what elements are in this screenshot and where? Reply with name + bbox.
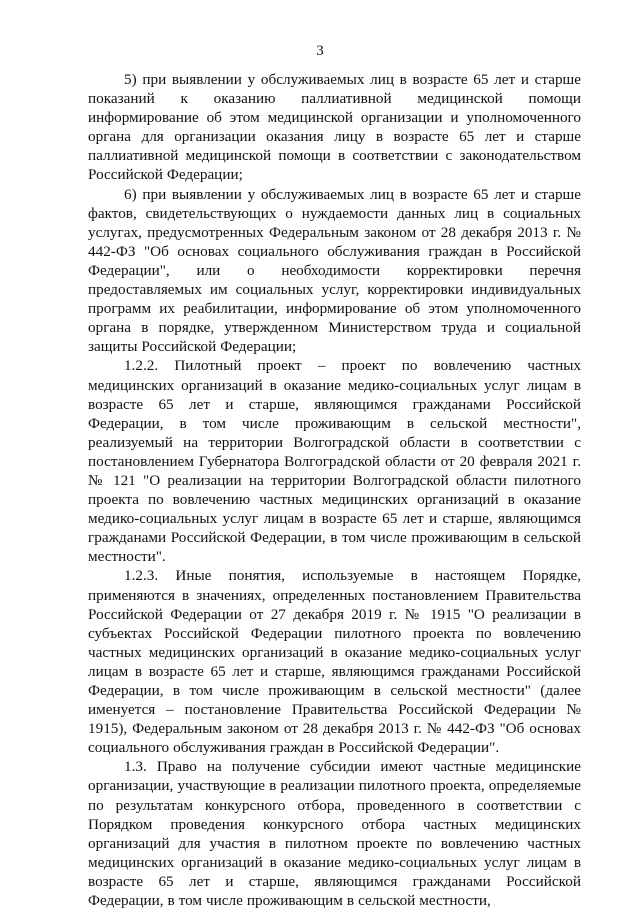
document-body (88, 70, 581, 910)
paragraph-item-5: 5) при выявлении у обслуживаемых лиц в возрасте 65 лет и старше показаний к оказанию паллиативной медицинской помощи информирование об этом медицинской организации и уполномоченного органа для организации оказания лицу в возрасте 65 лет и старше паллиативной медицинской помощи в соответствии с законодательством Российской Федерации; (88, 71, 581, 184)
paragraph-1-2-2: 1.2.2. Пилотный проект – проект по вовлечению частных медицинских организаций в оказание медико-социальных услуг лицам в возрасте 65 лет и старше, являющимся гражданами Российской Федерации, в том числе проживающим в сельской местности", реализуемый на территории Волгоградской области в соответствии с постановлением Губернатора Волгоградской области от 20 февраля 2021 г. № 121 "О реализации на территории Волгоградской области пилотного проекта по вовлечению частных медицинских организаций в оказание медико-социальных услуг лицам в возрасте 65 лет и старше, являющимся гражданами Российской Федерации, в том числе проживающим в сельской местности". (88, 357, 581, 566)
paragraph-item-6: 6) при выявлении у обслуживаемых лиц в возрасте 65 лет и старше фактов, свидетельствующих о нуждаемости данных лиц в социальных услугах, предусмотренных Федеральным законом от 28 декабря 2013 г. № 442-ФЗ "Об основах социального обслуживания граждан в Российской Федерации", или о необходимости корректировки перечня предоставляемых им социальных услуг, корректировки индивидуальных программ их реабилитации, информирование об этом уполномоченного органа в порядке, утвержденном Министерством труда и социальной защиты Российской Федерации; (88, 185, 581, 356)
paragraph-1-3: 1.3. Право на получение субсидии имеют частные медицинские организации, участвующие в реализации пилотного проекта, определяемые по результатам конкурсного отбора, проведенного в соответствии с Порядком проведения конкурсного отбора частных медицинских организаций для участия в пилотном проекте по вовлечению частных медицинских организаций в оказание медико-социальных услуг лицам в возрасте 65 лет и старше, являющимся гражданами Российской Федерации, в том числе проживающим в сельской местности, (88, 758, 581, 910)
page-number: 3 (316, 43, 324, 59)
paragraph-1-2-3: 1.2.3. Иные понятия, используемые в настоящем Порядке, применяются в значениях, определенных постановлением Правительства Российской Федерации от 27 декабря 2019 г. № 1915 "О реализации в субъектах Российской Федерации пилотного проекта по вовлечению частных медицинских организаций в оказание медико-социальных услуг лицам в возрасте 65 лет и старше, являющимся гражданами Российской Федерации, в том числе проживающим в сельской местности" (далее именуется – постановление Правительства Российской Федерации № 1915), Федеральным законом от 28 декабря 2013 г. № 442-ФЗ "Об основах социального обслуживания граждан в Российской Федерации". (88, 567, 581, 757)
